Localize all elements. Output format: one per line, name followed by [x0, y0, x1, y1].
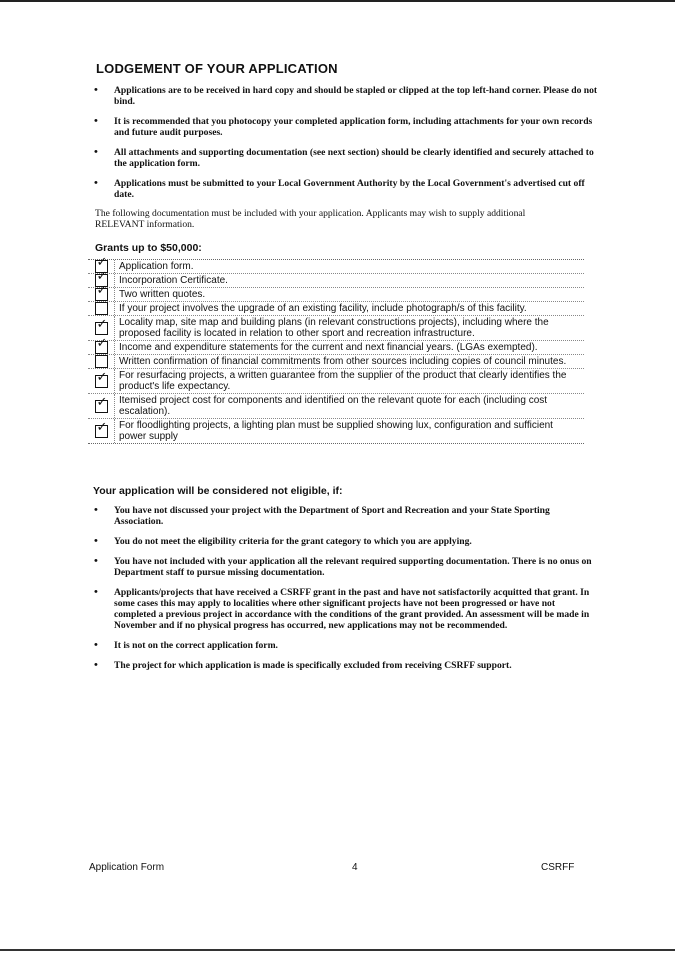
grants-heading: Grants up to $50,000:: [95, 242, 202, 254]
checklist-item-text: Written confirmation of financial commitments from other sources including copies of council minutes.: [119, 356, 567, 367]
ineligible-bullet: • You do not meet the eligibility criteria for the grant category to which you are applying.: [94, 536, 599, 547]
checklist-item-text: Incorporation Certificate.: [119, 275, 228, 286]
footer-right: CSRFF: [541, 862, 575, 873]
ineligible-bullet: • The project for which application is made is specifically excluded from receiving CSRFF support.: [94, 660, 599, 671]
checklist-item-text: For floodlighting projects, a lighting plan must be supplied showing lux, configuration and sufficient power supply: [119, 420, 553, 442]
checklist-row: [88, 369, 584, 394]
ineligible-bullet: • You have not included with your application all the relevant required supporting documentation. There is no onus on Department staff to pursue missing documentation.: [94, 556, 599, 578]
lodgement-bullet: • Applications are to be received in hard copy and should be stapled or clipped at the top left-hand corner. Please do not bind.: [94, 85, 599, 107]
ineligible-bullet: • You have not discussed your project with the Department of Sport and Recreation and your State Sporting Association.: [94, 505, 599, 527]
checklist-item-text: Two written quotes.: [119, 289, 206, 300]
checkbox-icon[interactable]: [95, 355, 108, 368]
checkbox-icon[interactable]: [95, 400, 108, 413]
checklist-row: [88, 355, 584, 369]
checkbox-icon[interactable]: [95, 322, 108, 335]
ineligible-heading: Your application will be considered not eligible, if:: [93, 485, 343, 497]
checklist-row: [88, 260, 584, 274]
checklist-item-text: Income and expenditure statements for the current and next financial years. (LGAs exempted).: [119, 342, 538, 353]
scan-edge-top: [0, 0, 675, 2]
checkbox-icon[interactable]: [95, 341, 108, 354]
checkbox-icon[interactable]: [95, 302, 108, 315]
ineligible-bullet-list: [94, 505, 599, 680]
checklist-row: [88, 302, 584, 316]
lodgement-bullet: • Applications must be submitted to your Local Government Authority by the Local Government's advertised cut off date.: [94, 178, 599, 200]
checkbox-icon[interactable]: [95, 425, 108, 438]
scan-edge-bottom: [0, 949, 675, 951]
ineligible-bullet: • It is not on the correct application form.: [94, 640, 599, 651]
lodgement-bullet: • All attachments and supporting documentation (see next section) should be clearly identified and securely attached to the application form.: [94, 147, 599, 169]
checklist-item-text: Application form.: [119, 261, 194, 272]
intro-paragraph: The following documentation must be included with your application. Applicants may wish to supply additional RELEVANT information.: [95, 208, 526, 230]
lodgement-bullet-list: [94, 85, 599, 209]
checklist-row: [88, 274, 584, 288]
checklist-row: [88, 419, 584, 443]
documentation-checklist: [88, 259, 584, 444]
checkbox-icon[interactable]: [95, 288, 108, 301]
checklist-item-text: For resurfacing projects, a written guarantee from the supplier of the product that clearly identifies the product's life expectancy.: [119, 370, 567, 392]
checklist-item-text: Locality map, site map and building plans (in relevant constructions projects), including where the proposed facility is located in relation to other sport and recreation infrastructure.: [119, 317, 549, 339]
section-title: LODGEMENT OF YOUR APPLICATION: [96, 61, 338, 76]
checklist-row: [88, 341, 584, 355]
checklist-row: [88, 288, 584, 302]
checklist-item-text: If your project involves the upgrade of an existing facility, include photograph/s of this facility.: [119, 303, 527, 314]
ineligible-bullet: • Applicants/projects that have received a CSRFF grant in the past and have not satisfactorily acquitted that grant. In some cases this may apply to localities where other significant projects have not been progressed or have not completed a previous project in accordance with the conditions of the grant provided. An assessment will be made in November and if no physical progress has occurred, new applications may not be recommended.: [94, 587, 599, 631]
checkbox-icon[interactable]: [95, 375, 108, 388]
page-number: 4: [352, 862, 358, 873]
checklist-item-text: Itemised project cost for components and identified on the relevant quote for each (including cost escalation).: [119, 395, 548, 417]
checklist-row: [88, 394, 584, 419]
checklist-row: [88, 316, 584, 341]
footer-left: Application Form: [89, 862, 165, 873]
lodgement-bullet: • It is recommended that you photocopy your completed application form, including attachments for your own records and future audit purposes.: [94, 116, 599, 138]
